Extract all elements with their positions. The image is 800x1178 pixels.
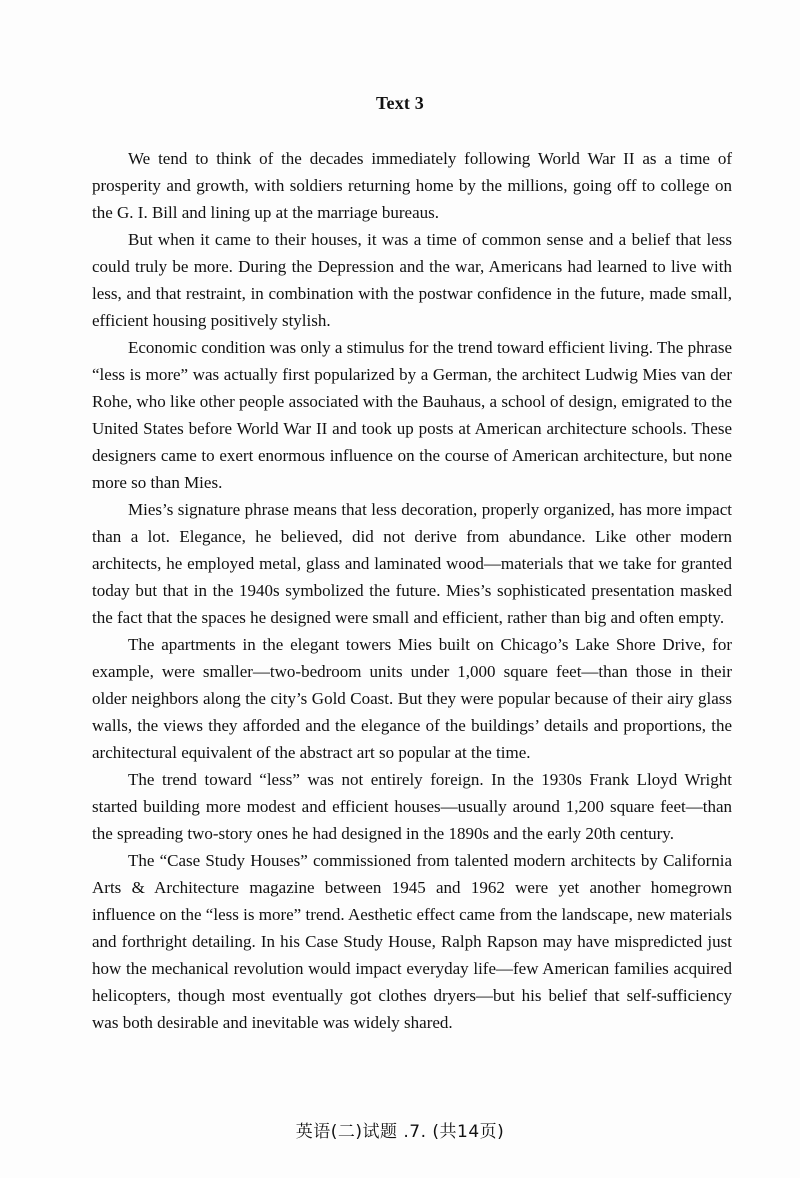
paragraph-3: Economic condition was only a stimulus for the trend toward efficient living. The phrase “less is more” was actually first popularized by a German, the architect Ludwig Mies van der Rohe, who like other people associated with the Bauhaus, a school of design, emigrated to the United States before World War II and took up posts at American architecture schools. These designers came to exert enormous influence on the course of American architecture, but none more so than Mies.: [92, 338, 732, 492]
paragraph-6: The trend toward “less” was not entirely foreign. In the 1930s Frank Lloyd Wright started building more modest and efficient houses—usually around 1,200 square feet—than the spreading two-story ones he had designed in the 1890s and the early 20th century.: [92, 770, 732, 843]
paragraph-7: The “Case Study Houses” commissioned from talented modern architects by California Arts & Architecture magazine between 1945 and 1962 were yet another homegrown influence on the “less is more” trend. Aesthetic effect came from the landscape, new materials and forthright detailing. In his Case Study House, Ralph Rapson may have mispredicted just how the mechanical revolution would impact everyday life—few American families acquired helicopters, though most eventually got clothes dryers—but his belief that self-sufficiency was both desirable and inevitable was widely shared.: [92, 851, 732, 1032]
paragraph-4: Mies’s signature phrase means that less decoration, properly organized, has more impact than a lot. Elegance, he believed, did not derive from abundance. Like other modern architects, he employed metal, glass and laminated wood—materials that we take for granted today but that in the 1940s symbolized the future. Mies’s sophisticated presentation masked the fact that the spaces he designed were small and efficient, rather than big and often empty.: [92, 500, 732, 627]
page-footer: 英语(二)试题 .7. (共14页): [295, 1122, 505, 1142]
passage-body: [92, 145, 732, 1036]
paragraph-2: But when it came to their houses, it was a time of common sense and a belief that less could truly be more. During the Depression and the war, Americans had learned to live with less, and that restraint, in combination with the postwar confidence in the future, made small, efficient housing positively stylish.: [92, 230, 732, 330]
paragraph-1: We tend to think of the decades immediately following World War II as a time of prosperity and growth, with soldiers returning home by the millions, going off to college on the G. I. Bill and lining up at the marriage bureaus.: [92, 149, 732, 222]
text-title: Text 3: [375, 93, 425, 113]
paragraph-5: The apartments in the elegant towers Mies built on Chicago’s Lake Shore Drive, for example, were smaller—two-bedroom units under 1,000 square feet—than those in their older neighbors along the city’s Gold Coast. But they were popular because of their airy glass walls, the views they afforded and the elegance of the buildings’ details and proportions, the architectural equivalent of the abstract art so popular at the time.: [92, 635, 732, 762]
